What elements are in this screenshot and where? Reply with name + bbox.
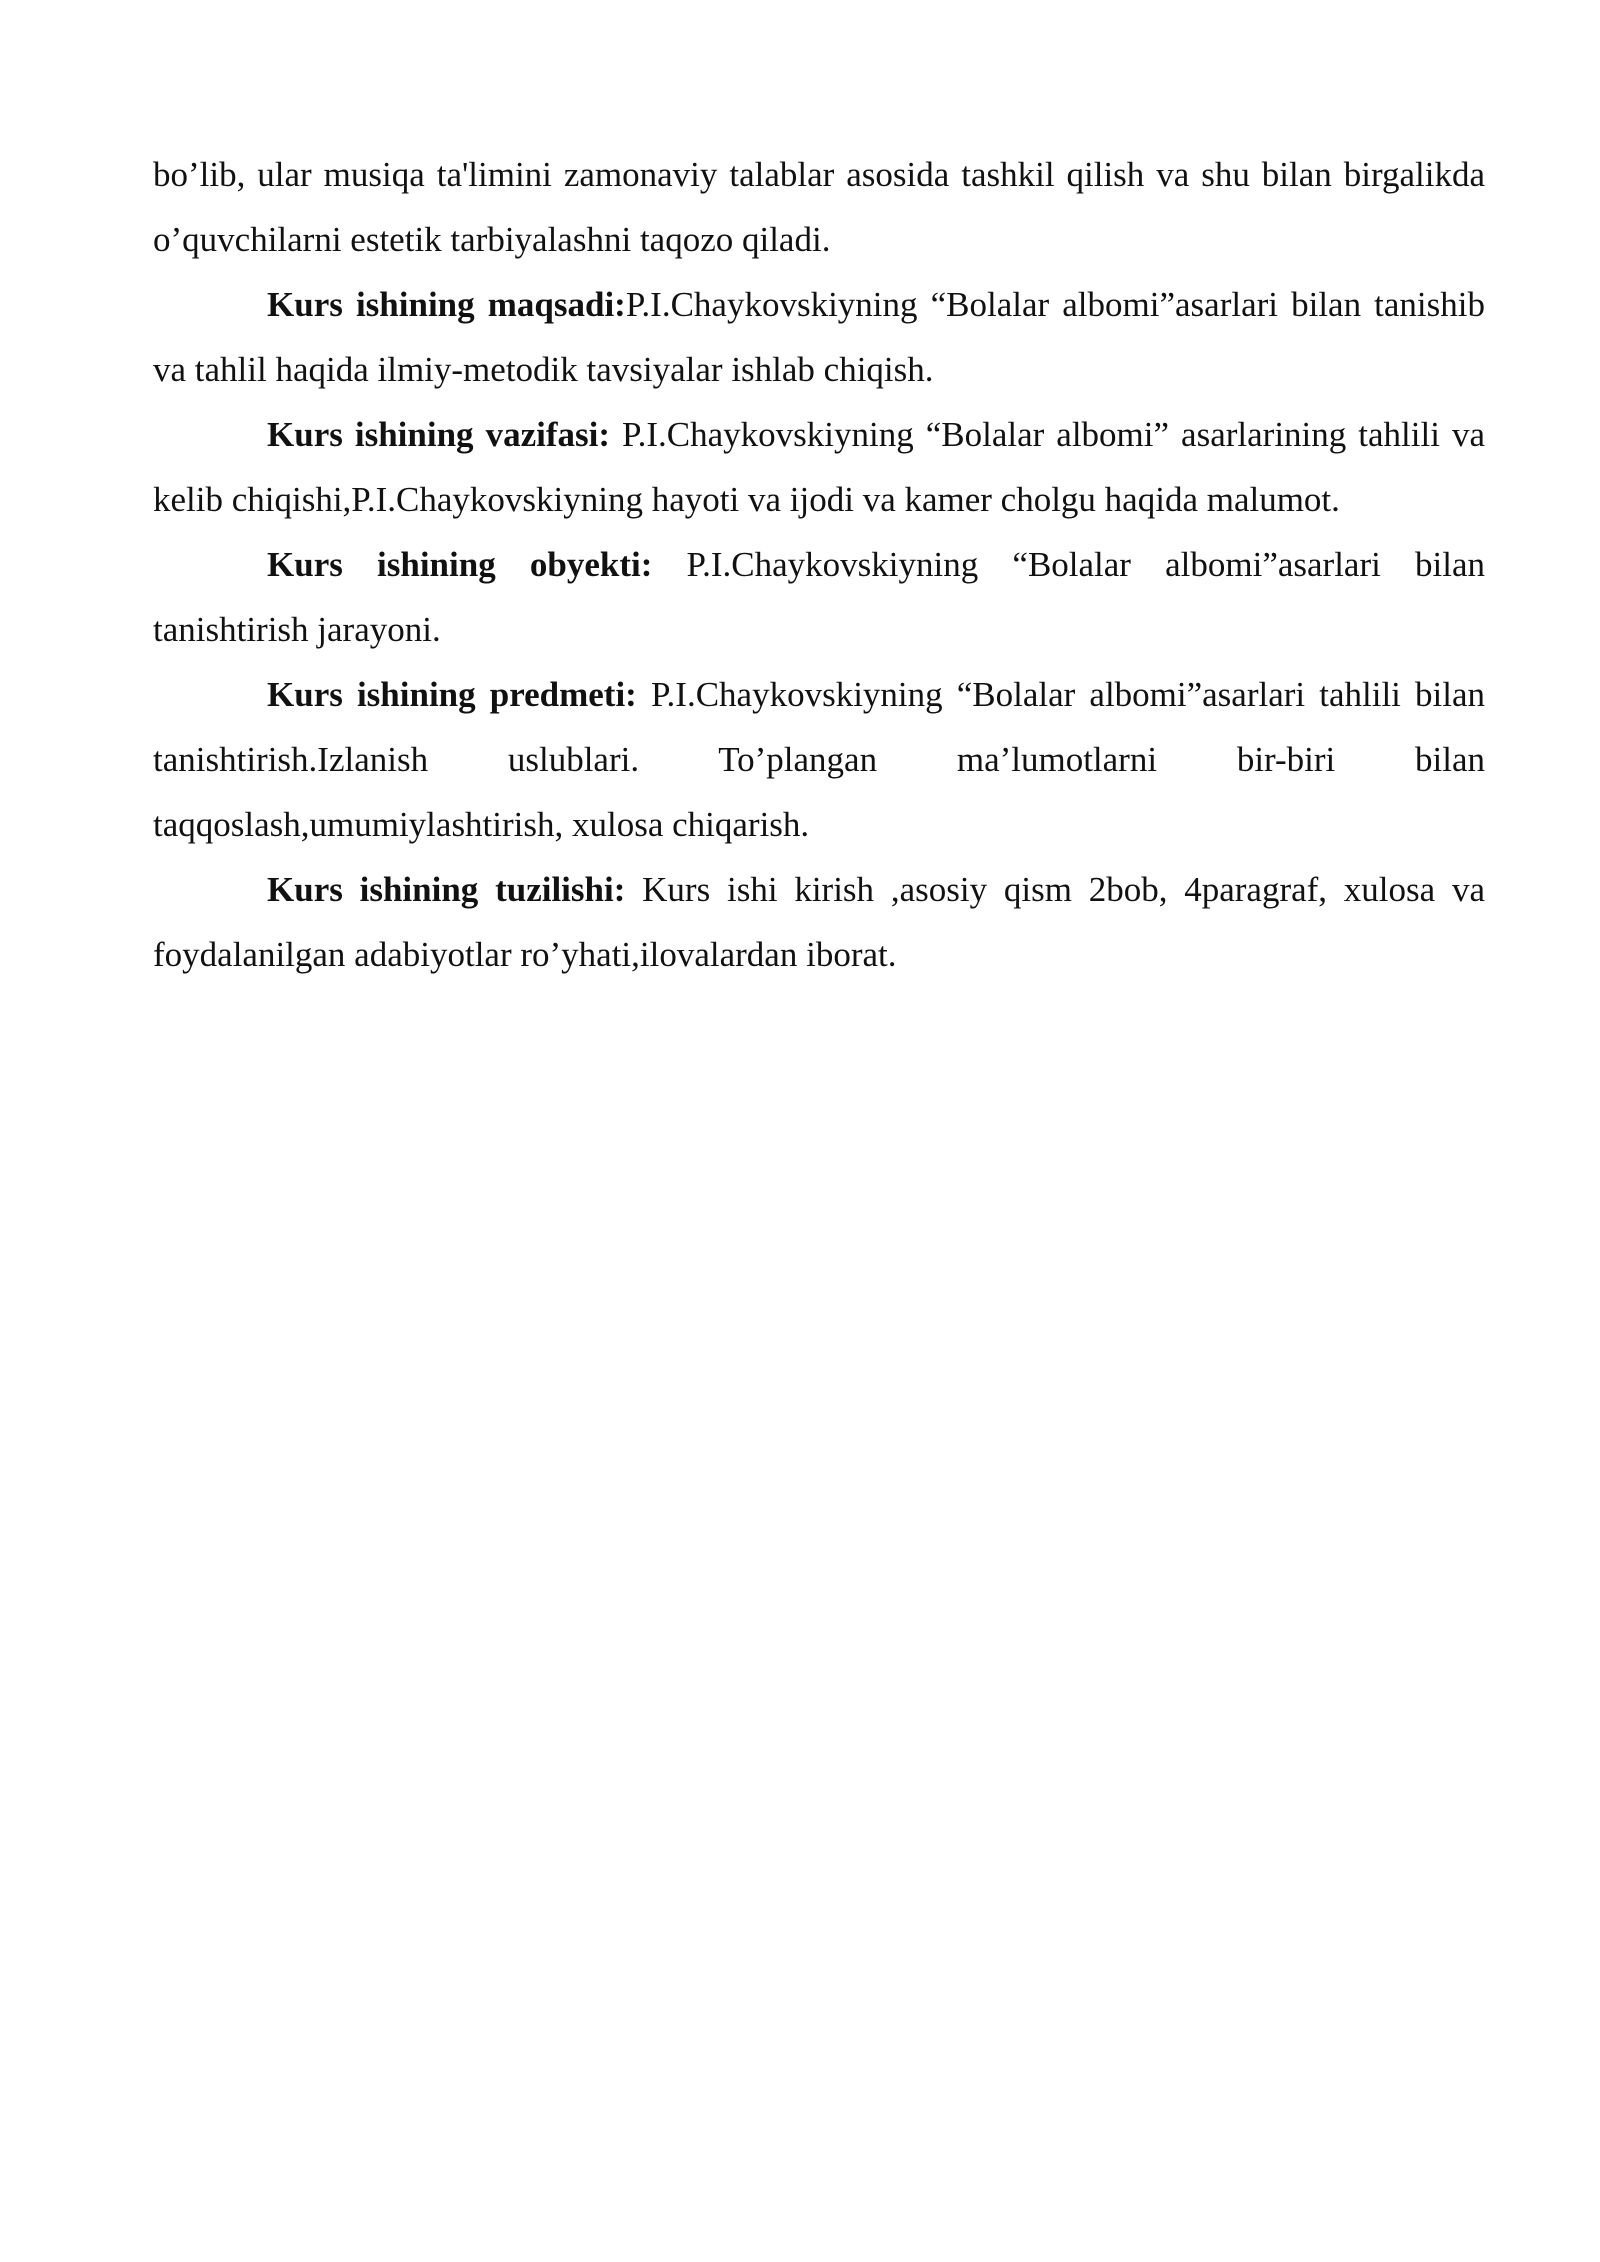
document-body — [153, 142, 1485, 987]
paragraph-obyekti — [153, 532, 1485, 662]
paragraph-maqsadi — [153, 272, 1485, 402]
paragraph-intro-text: bo’lib, ular musiqa ta'limini zamonaviy talablar asosida tashkil qilish va shu bilan birgalikda o’quvchilarni estetik tarbiyalashni taqozo qiladi. — [153, 155, 1485, 259]
paragraph-vazifasi — [153, 402, 1485, 532]
paragraph-predmeti — [153, 662, 1485, 857]
paragraph-heading-vazifasi: Kurs ishining vazifasi: — [267, 415, 623, 454]
paragraph-tuzilishi — [153, 857, 1485, 987]
paragraph-heading-tuzilishi: Kurs ishining tuzilishi: — [267, 870, 643, 909]
paragraph-text-tuzilishi: Kurs ishi kirish ,asosiy qism 2bob, 4paragraf, xulosa va foydalanilgan adabiyotlar ro’yhati,ilovalardan iborat. — [153, 870, 1485, 974]
paragraph-heading-maqsadi: Kurs ishining maqsadi: — [267, 285, 626, 324]
paragraph-heading-predmeti: Kurs ishining predmeti: — [267, 675, 651, 714]
paragraph-text-vazifasi: P.I.Chaykovskiyning “Bolalar albomi” asarlarining tahlili va kelib chiqishi,P.I.Chaykovskiyning hayoti va ijodi va kamer cholgu haqida malumot. — [153, 415, 1485, 519]
paragraph-text-obyekti: P.I.Chaykovskiyning “Bolalar albomi”asarlari bilan tanishtirish jarayoni. — [153, 545, 1485, 649]
paragraph-text-maqsadi: P.I.Chaykovskiyning “Bolalar albomi”asarlari bilan tanishib va tahlil haqida ilmiy-metodik tavsiyalar ishlab chiqish. — [153, 285, 1486, 389]
paragraph-text-predmeti: P.I.Chaykovskiyning “Bolalar albomi”asarlari tahlili bilan tanishtirish.Izlanish uslublari. To’plangan ma’lumotlarni bir-biri bilan taqqoslash,umumiylashtirish, xulosa chiqarish. — [153, 675, 1485, 844]
paragraph-intro — [153, 142, 1485, 272]
paragraph-heading-obyekti: Kurs ishining obyekti: — [267, 545, 687, 584]
